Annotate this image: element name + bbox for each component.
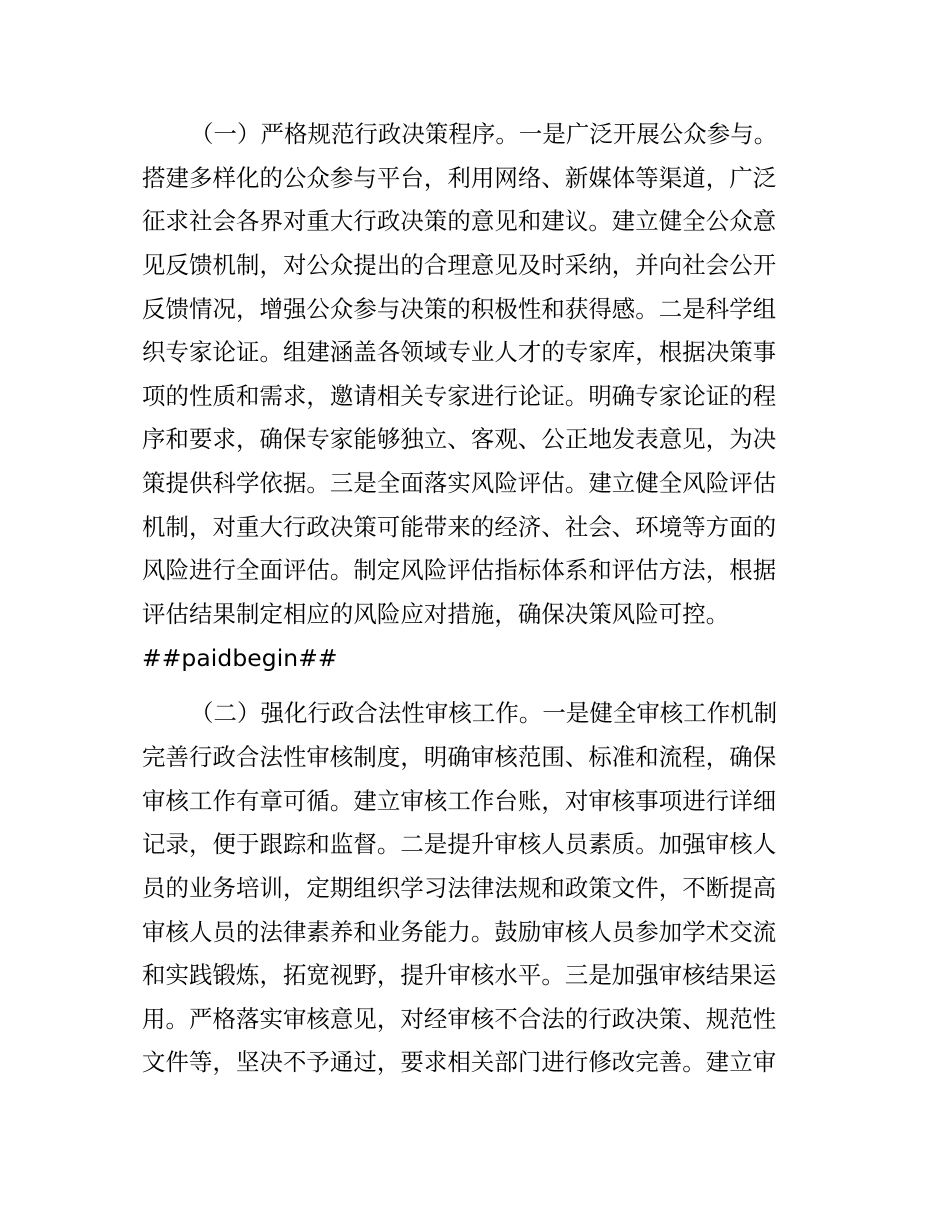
paragraph-line: 完善行政合法性审核制度，明确审核范围、标准和流程，确保 xyxy=(142,742,777,771)
paragraph-line: 文件等，坚决不予通过，要求相关部门进行修改完善。建立审 xyxy=(142,1048,777,1077)
paragraph-line: 评估结果制定相应的风险应对措施，确保决策风险可控。 xyxy=(142,600,730,629)
paragraph-line: 见反馈机制，对公众提出的合理意见及时采纳，并向社会公开 xyxy=(142,250,777,279)
paragraph-line: 织专家论证。组建涵盖各领域专业人才的专家库，根据决策事 xyxy=(142,338,777,367)
paragraph-line: 项的性质和需求，邀请相关专家进行论证。明确专家论证的程 xyxy=(142,381,777,410)
paragraph-line: 风险进行全面评估。制定风险评估指标体系和评估方法，根据 xyxy=(142,556,777,585)
paragraph-line: 员的业务培训，定期组织学习法律法规和政策文件，不断提高 xyxy=(142,873,777,902)
paragraph-line: 审核工作有章可循。建立审核工作台账，对审核事项进行详细 xyxy=(142,786,777,815)
paragraph-line: 策提供科学依据。三是全面落实风险评估。建立健全风险评估 xyxy=(142,469,777,498)
paragraph-line: 审核人员的法律素养和业务能力。鼓励审核人员参加学术交流 xyxy=(142,917,777,946)
paragraph-2 xyxy=(142,692,814,1085)
paragraph-line: 征求社会各界对重大行政决策的意见和建议。建立健全公众意 xyxy=(142,207,777,236)
paragraph-line: 和实践锻炼，拓宽视野，提升审核水平。三是加强审核结果运 xyxy=(142,961,777,990)
paragraph-line: 用。严格落实审核意见，对经审核不合法的行政决策、规范性 xyxy=(142,1004,777,1033)
paragraph-line: 反馈情况，增强公众参与决策的积极性和获得感。二是科学组 xyxy=(142,294,777,323)
paragraph-line: 机制，对重大行政决策可能带来的经济、社会、环境等方面的 xyxy=(142,512,777,541)
paragraph-line: 序和要求，确保专家能够独立、客观、公正地发表意见，为决 xyxy=(142,425,777,454)
document-body xyxy=(142,113,814,1085)
paragraph-1 xyxy=(142,113,814,637)
paragraph-line: 记录，便于跟踪和监督。二是提升审核人员素质。加强审核人 xyxy=(142,830,777,859)
paid-begin-marker: ##paidbegin## xyxy=(142,643,338,672)
paragraph-line: （一）严格规范行政决策程序。一是广泛开展公众参与。 xyxy=(190,120,778,148)
paragraph-line: （二）强化行政合法性审核工作。一是健全审核工作机制 xyxy=(190,699,778,728)
paragraph-line: 搭建多样化的公众参与平台，利用网络、新媒体等渠道，广泛 xyxy=(142,163,777,192)
